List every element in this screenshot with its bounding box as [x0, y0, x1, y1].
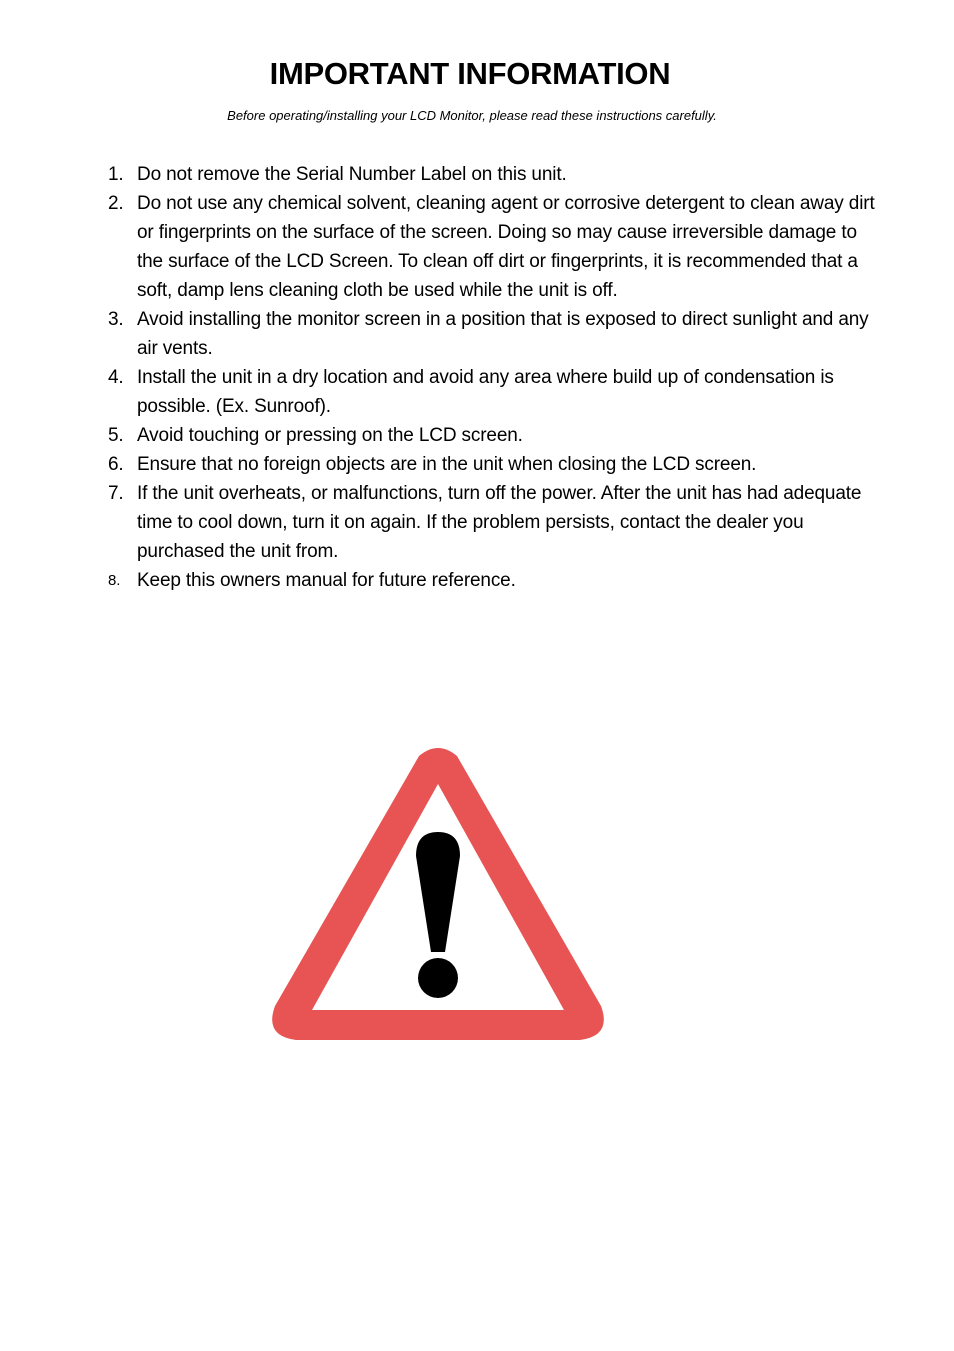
- list-item: [108, 421, 878, 450]
- item-number: 1.: [108, 164, 124, 185]
- exclamation-dot: [418, 958, 458, 998]
- instruction-list: [108, 160, 878, 595]
- item-text: Ensure that no foreign objects are in the unit when closing the LCD screen.: [137, 454, 757, 475]
- page-subtitle: Before operating/installing your LCD Monitor, please read these instructions carefully.: [227, 108, 717, 123]
- item-text: Keep this owners manual for future reference.: [137, 570, 516, 591]
- item-number: 6.: [108, 454, 124, 475]
- warning-triangle-icon: [268, 744, 608, 1044]
- item-number: 4.: [108, 367, 124, 388]
- item-number: 3.: [108, 309, 124, 330]
- item-text: Do not use any chemical solvent, cleaning agent or corrosive detergent to clean away dirt or fingerprints on the surface of the screen. Doing so may cause irreversible damage to the surface of the LCD Screen. To clean off dirt or fingerprints, it is recommended that a soft, damp lens cleaning cloth be used while the unit is off.: [137, 193, 875, 301]
- list-item: [108, 566, 878, 595]
- item-text: If the unit overheats, or malfunctions, turn off the power. After the unit has had adequate time to cool down, turn it on again. If the problem persists, contact the dealer you purchased the unit from.: [137, 483, 862, 562]
- item-number: 7.: [108, 483, 124, 504]
- list-item: [108, 450, 878, 479]
- item-text: Avoid touching or pressing on the LCD screen.: [137, 425, 523, 446]
- item-number: 5.: [108, 425, 124, 446]
- list-item: [108, 479, 878, 566]
- item-number: 8.: [108, 572, 121, 589]
- page-title: IMPORTANT INFORMATION: [269, 56, 671, 91]
- item-text: Avoid installing the monitor screen in a position that is exposed to direct sunlight and any air vents.: [137, 309, 869, 359]
- item-number: 2.: [108, 193, 124, 214]
- list-item: [108, 160, 878, 189]
- list-item: [108, 305, 878, 363]
- item-text: Install the unit in a dry location and avoid any area where build up of condensation is possible. (Ex. Sunroof).: [137, 367, 834, 417]
- list-item: [108, 189, 878, 305]
- list-item: [108, 363, 878, 421]
- item-text: Do not remove the Serial Number Label on this unit.: [137, 164, 567, 185]
